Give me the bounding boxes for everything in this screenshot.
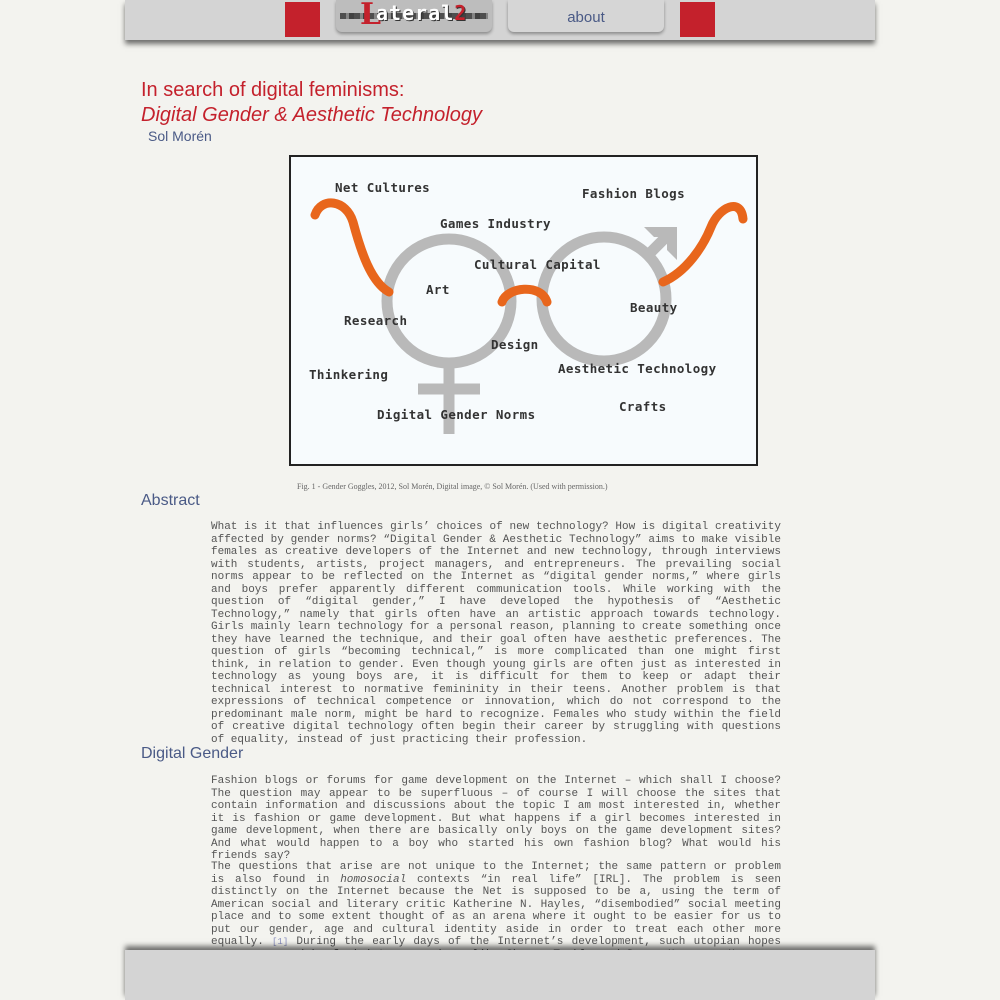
label-beauty: Beauty (630, 300, 678, 315)
digital-gender-paragraph-1: Fashion blogs or forums for game development on the Internet – which shall I choose? The question may appear to be superfluous – of course I will choose the sites that contain information and discussions about the topic I am most interested in, whether it is fashion or game development. But what happens if a girl becomes interested in game development, when there are basically only boys on the game development sites? And what would happen to a boy who started his own fashion blog? What would his friends say? (211, 775, 781, 862)
logo-text: ateral2 (376, 1, 468, 25)
bottom-bar (125, 950, 875, 1000)
gender-goggles-illustration (291, 157, 756, 464)
label-crafts: Crafts (619, 399, 667, 414)
left-red-block (285, 2, 320, 37)
label-art: Art (426, 282, 450, 297)
author-link[interactable]: Sol Morén (148, 128, 212, 144)
label-fashion-blogs: Fashion Blogs (582, 186, 686, 201)
right-red-block (680, 2, 715, 37)
site-logo[interactable] (336, 0, 492, 32)
top-navigation-bar (125, 0, 875, 40)
gender-goggles-figure (289, 155, 758, 466)
article-subtitle: Digital Gender & Aesthetic Technology (141, 104, 482, 126)
label-design: Design (491, 337, 539, 352)
label-research: Research (344, 313, 408, 328)
about-link[interactable]: about (508, 0, 664, 32)
abstract-heading: Abstract (141, 492, 200, 509)
logo-letter: L (360, 0, 382, 32)
article-title: In search of digital feminisms: (141, 79, 405, 101)
male-symbol-circle (542, 237, 666, 361)
label-games-industry: Games Industry (440, 216, 551, 231)
abstract-paragraph: What is it that influences girls’ choices of new technology? How is digital creativity affected by gender norms? “Digital Gender & Aesthetic Technology” aims to make visible females as creative developers of the Internet and new technology, through interviews with students, artists, project managers, and entrepreneurs. The prevailing social norms appear to be reflected on the Internet as “digital gender norms,” where girls and boys prefer apparently different communication tools. While working with the question of “digital gender,” I have developed the hypothesis of “Aesthetic Technology,” namely that girls often have an artistic approach towards technology. Girls mainly learn technology for a personal reason, planning to create something once they have learned the technique, and their goal often have aesthetic preferences. The question of girls “becoming technical,” is more complicated than one might first think, in relation to gender. Even though young girls are often just as interested in technology as young boys are, it is difficult for them to keep or adapt their technical interest to normative femininity in their teens. Another problem is that expressions of technical competence or innovation, which do not correspond to the predominant male norm, might be hard to recognize. Females who study within the field of creative digital technology often begin their career by struggling with questions of equality, instead of just practicing their profession. (211, 521, 781, 746)
figure-caption: Fig. 1 - Gender Goggles, 2012, Sol Morén, Digital image, © Sol Morén. (Used with permission.) (297, 482, 608, 491)
left-temple-stroke (315, 203, 389, 292)
footnote-link[interactable]: [1] (272, 937, 289, 947)
digital-gender-heading: Digital Gender (141, 745, 244, 762)
label-cultural-capital: Cultural Capital (474, 257, 601, 272)
logo-number: 2 (454, 1, 468, 25)
label-thinkering: Thinkering (309, 367, 389, 382)
label-aesthetic-technology: Aesthetic Technology (558, 361, 717, 376)
digital-gender-paragraph-2: The questions that arise are not unique to the Internet; the same pattern or problem is also found in homosocial contexts “in real life” [IRL]. The problem is seen distinctly on the Internet because the Net is supposed to be a, using the term of American social and literary critic Katherine N. Hayles, “disembodied” social meeting place and to some extent thought of as an arena where it ought to be easier for us to put our gender, age and cultural identity aside in order to treat each other more equally. [1] During the early days of the Internet’s development, such utopian hopes (211, 861, 782, 948)
label-net-cultures: Net Cultures (335, 180, 431, 195)
label-digital-gender-norms: Digital Gender Norms (377, 407, 536, 422)
